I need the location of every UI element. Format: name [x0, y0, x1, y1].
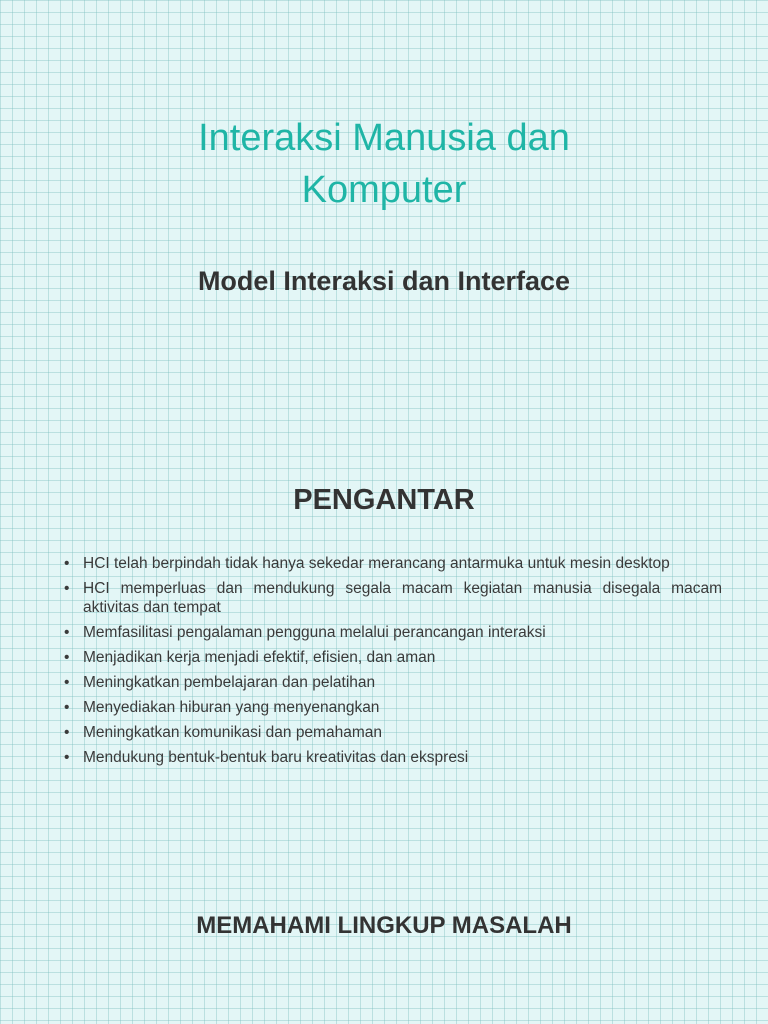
main-title: [0, 112, 768, 216]
list-item: [64, 698, 722, 717]
bullet-icon: •: [64, 649, 70, 666]
list-item-text: Menjadikan kerja menjadi efektif, efisien, dan aman: [83, 649, 436, 666]
subtitle: Model Interaksi dan Interface: [197, 266, 571, 296]
list-item-text: Meningkatkan komunikasi dan pemahaman: [83, 724, 382, 741]
main-title-line-1: Interaksi Manusia dan: [198, 117, 570, 159]
list-item-text: HCI telah berpindah tidak hanya sekedar merancang antarmuka untuk mesin desktop: [83, 555, 670, 572]
scope-slide: [0, 870, 768, 1024]
intro-heading: PENGANTAR: [293, 484, 475, 516]
bullet-icon: •: [64, 699, 70, 716]
list-item: [64, 748, 722, 767]
list-item-text: Meningkatkan pembelajaran dan pelatihan: [83, 674, 376, 691]
list-item: [64, 579, 722, 617]
list-item: [64, 723, 722, 742]
list-item-text: Menyediakan hiburan yang menyenangkan: [83, 699, 380, 716]
scope-heading: MEMAHAMI LINGKUP MASALAH: [196, 912, 572, 939]
title-slide: [0, 0, 768, 470]
list-item-text: Memfasilitasi pengalaman pengguna melalui perancangan interaksi: [83, 624, 546, 641]
bullet-icon: •: [64, 674, 70, 691]
bullet-icon: •: [64, 580, 70, 597]
list-item: [64, 673, 722, 692]
main-title-line-2: Komputer: [301, 169, 467, 211]
bullet-icon: •: [64, 555, 70, 572]
bullet-icon: •: [64, 749, 70, 766]
list-item: [64, 648, 722, 667]
bullet-icon: •: [64, 624, 70, 641]
bullet-icon: •: [64, 724, 70, 741]
intro-bullet-list: [64, 554, 722, 773]
list-item: [64, 623, 722, 642]
list-item: [64, 554, 722, 573]
list-item-text: Mendukung bentuk-bentuk baru kreativitas dan ekspresi: [83, 749, 469, 766]
intro-slide: [0, 470, 768, 870]
list-item-text: HCI memperluas dan mendukung segala macam kegiatan manusia disegala macam aktivitas dan tempat: [83, 580, 722, 616]
